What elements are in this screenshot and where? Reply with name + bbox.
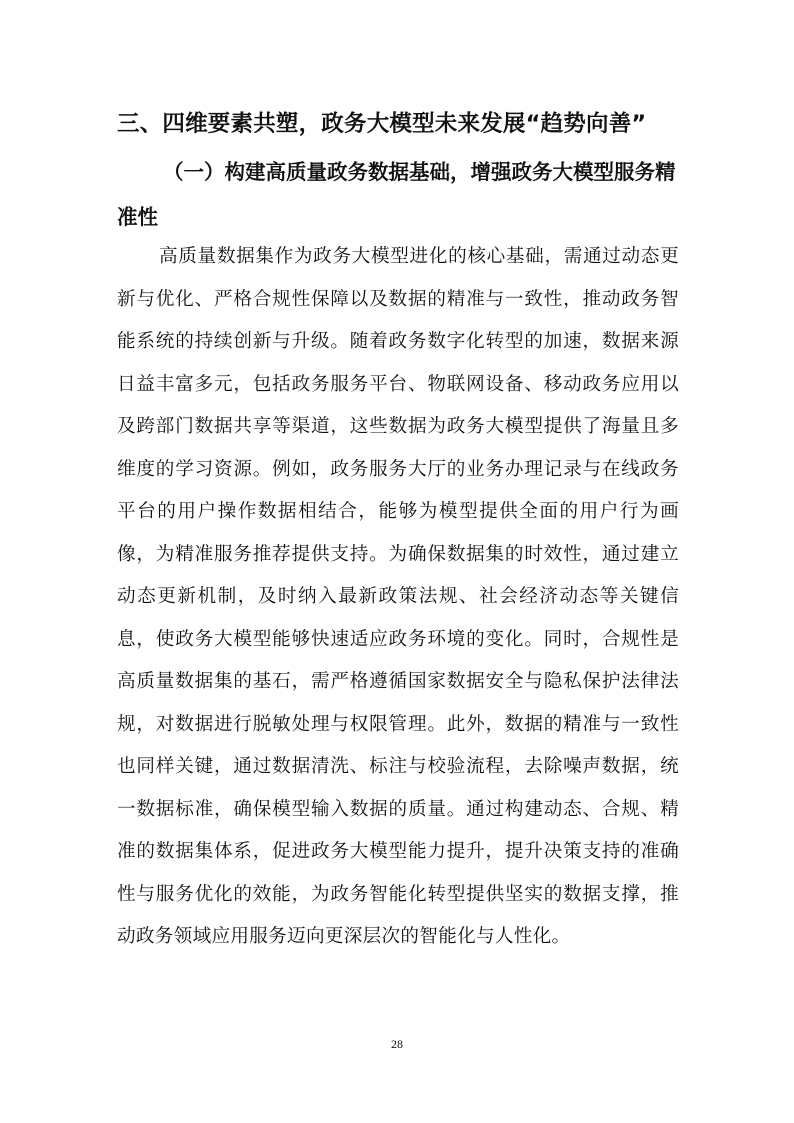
section-heading: 三、四维要素共塑，政务大模型未来发展“趋势向善” [117,111,647,137]
body-paragraph: 高质量数据集作为政务大模型进化的核心基础，需通过动态更新与优化、严格合规性保障以及数据的精准与一致性，推动政务智能系统的持续创新与升级。随着政务数字化转型的加速，数据来源日益丰富多元，包括政务服务平台、物联网设备、移动政务应用以及跨部门数据共享等渠道，这些数据为政务大模型提供了海量且多维度的学习资源。例如，政务服务大厅的业务办理记录与在线政务平台的用户操作数据相结合，能够为模型提供全面的用户行为画像，为精准服务推荐提供支持。为确保数据集的时效性，通过建立动态更新机制，及时纳入最新政策法规、社会经济动态等关键信息，使政务大模型能够快速适应政务环境的变化。同时，合规性是高质量数据集的基石，需严格遵循国家数据安全与隐私保护法律法规，对数据进行脱敏处理与权限管理。此外，数据的精准与一致性也同样关键，通过数据清洗、标注与校验流程，去除噪声数据，统一数据标准，确保模型输入数据的质量。通过构建动态、合规、精准的数据集体系，促进政务大模型能力提升，提升决策支持的准确性与服务优化的效能，为政务智能化转型提供坚实的数据支撑，推动政务领域应用服务迈向更深层次的智能化与人性化。 [117,246,679,947]
subsection-heading: （一）构建高质量政务数据基础，增强政务大模型服务精准性 [117,160,676,229]
page-number: 28 [391,1037,403,1051]
